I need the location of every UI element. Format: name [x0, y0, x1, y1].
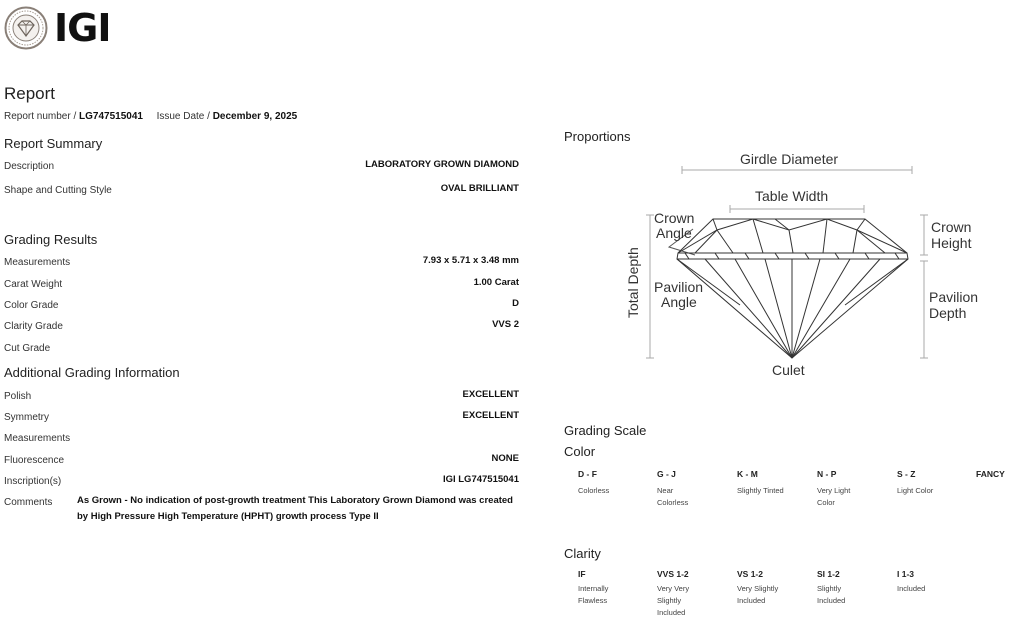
row-label: Measurements	[4, 433, 71, 444]
grading-heading: Grading Results	[4, 232, 98, 247]
row-label: Color Grade	[4, 300, 59, 311]
row-label: Symmetry	[4, 412, 49, 423]
clarity-desc: Internally Flawless	[578, 584, 609, 605]
culet-label: Culet	[772, 362, 805, 378]
row-value: LABORATORY GROWN DIAMOND	[365, 159, 519, 170]
report-number-label: Report number /	[4, 111, 77, 122]
row-value: NONE	[491, 453, 519, 464]
color-grade: G - J	[657, 469, 676, 479]
row-value: OVAL BRILLIANT	[440, 183, 519, 194]
report-heading: Report	[4, 84, 56, 103]
crown-angle-label: Crown	[654, 210, 695, 226]
color-grade: S - Z	[897, 469, 916, 479]
comments-value: As Grown - No indication of post-growth treatment This Laboratory Grown Diamond was created by High Pressure High Temperature (HPHT) growth process Type II	[77, 495, 513, 522]
color-desc: Slightly Tinted	[737, 486, 784, 495]
color-desc: Colorless	[578, 486, 610, 495]
row-label: Carat Weight	[4, 279, 63, 290]
crown-height-label: Height	[931, 235, 972, 251]
girdle-diameter-label: Girdle Diameter	[740, 151, 839, 167]
issue-date-label: Issue Date /	[156, 111, 210, 122]
clarity-grade: VS 1-2	[737, 569, 763, 579]
issue-date-value: December 9, 2025	[212, 111, 298, 122]
clarity-grade: IF	[578, 569, 586, 579]
crown-angle-label: Angle	[656, 225, 692, 241]
row-label: Fluorescence	[4, 455, 65, 466]
clarity-desc: Very Very Slightly Included	[657, 584, 690, 617]
grading-scale-heading: Grading Scale	[564, 423, 647, 438]
row-value: 1.00 Carat	[473, 277, 519, 288]
color-grade: D - F	[578, 469, 597, 479]
row-label: Description	[4, 161, 55, 172]
pavilion-depth-label: Pavilion	[929, 289, 979, 305]
row-value: 7.93 x 5.71 x 3.48 mm	[422, 255, 519, 266]
color-grade: K - M	[737, 469, 758, 479]
row-label: Polish	[4, 391, 32, 402]
clarity-grade: I 1-3	[897, 569, 915, 579]
report-number-value: LG747515041	[79, 111, 143, 122]
table-width-label: Table Width	[755, 188, 829, 204]
report-meta	[4, 111, 297, 122]
igi-seal-icon	[4, 6, 48, 50]
color-desc: Near Colorless	[657, 486, 689, 507]
pavilion-depth-label: Depth	[929, 305, 967, 321]
total-depth-label: Total Depth	[625, 247, 641, 318]
pavilion-angle-label: Pavilion	[654, 279, 704, 295]
row-label: Measurements	[4, 257, 71, 268]
row-value: VVS 2	[492, 319, 519, 330]
crown-height-label: Crown	[931, 219, 972, 235]
row-value: D	[512, 298, 519, 309]
row-label: Clarity Grade	[4, 321, 63, 332]
color-scale-heading: Color	[564, 444, 596, 459]
clarity-desc: Slightly Included	[817, 584, 846, 605]
row-label: Inscription(s)	[4, 476, 62, 487]
clarity-desc: Very Slightly Included	[737, 584, 779, 605]
color-desc: Light Color	[897, 486, 934, 495]
color-grade: FANCY	[976, 469, 1005, 479]
row-value: IGI LG747515041	[442, 474, 519, 485]
comments-label: Comments	[4, 497, 53, 508]
color-desc: Very Light Color	[817, 486, 851, 507]
logo-text: IGI	[54, 6, 111, 50]
color-grade: N - P	[817, 469, 837, 479]
row-label: Shape and Cutting Style	[4, 185, 112, 196]
row-label: Cut Grade	[4, 343, 51, 354]
brand-logo	[4, 6, 110, 50]
summary-heading: Report Summary	[4, 136, 103, 151]
additional-heading: Additional Grading Information	[4, 365, 180, 380]
clarity-desc: Included	[897, 584, 926, 593]
clarity-grade: SI 1-2	[817, 569, 840, 579]
row-value: EXCELLENT	[462, 410, 519, 421]
pavilion-angle-label: Angle	[661, 294, 697, 310]
clarity-scale-heading: Clarity	[564, 546, 601, 561]
clarity-grade: VVS 1-2	[657, 569, 689, 579]
row-value: EXCELLENT	[462, 389, 519, 400]
proportions-heading: Proportions	[564, 129, 631, 144]
